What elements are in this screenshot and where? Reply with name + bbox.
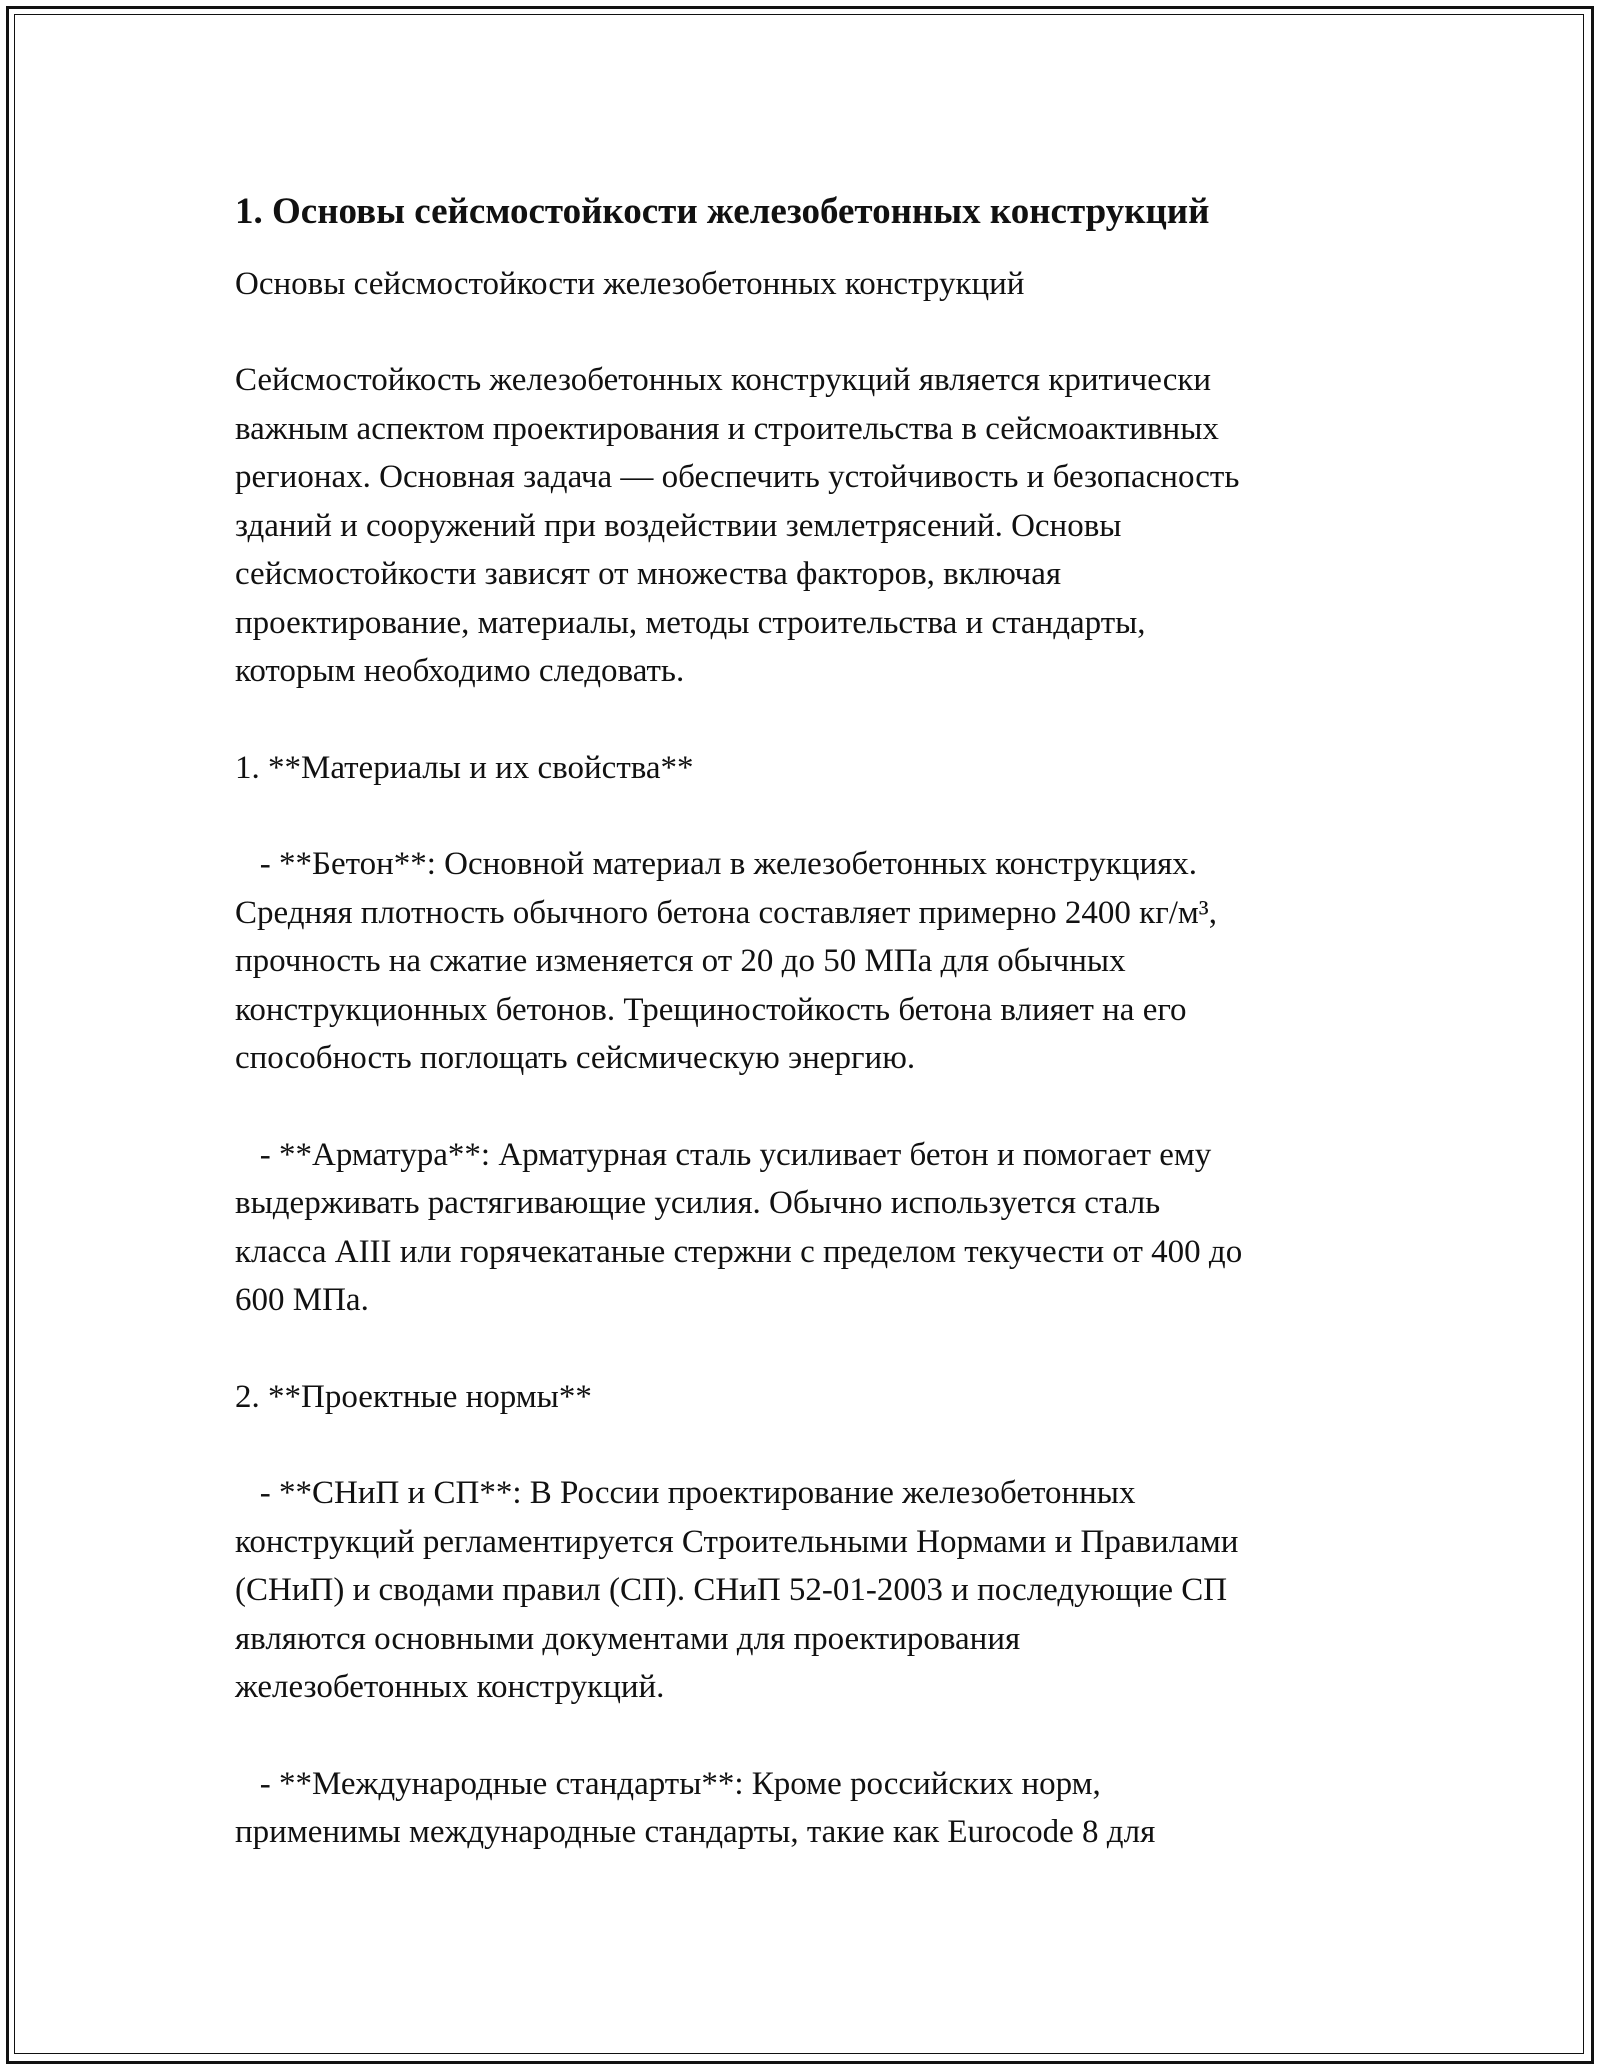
section-heading-design-norms: 2. **Проектные нормы** (235, 1378, 592, 1415)
intro-paragraph: Сейсмостойкость железобетонных конструкций является критически важным аспектом проектирования и строительства в сейсмоактивных регионах. Основная задача — обеспечить устойчивость и безопасность зданий и сооружений при воздействии землетрясений. Основы сейсмостойкости зависят от множества факторов, включая проектирование, материалы, методы строительства и стандарты, которым необходимо следовать. (235, 362, 1240, 689)
section-heading-materials: 1. **Материалы и их свойства** (235, 749, 694, 786)
document-subtitle: Основы сейсмостойкости железобетонных конструкций (235, 266, 1025, 302)
document-body (235, 188, 1365, 1857)
list-item-concrete: - **Бетон**: Основной материал в железобетонных конструкциях. Средняя плотность обычного бетона составляет примерно 2400 кг/м³, прочность на сжатие изменяется от 20 до 50 МПа для обычных конструкционных бетонов. Трещиностойкость бетона влияет на его способность поглощать сейсмическую энергию. (235, 846, 1217, 1076)
list-item-snip-sp: - **СНиП и СП**: В России проектирование железобетонных конструкций регламентируется Строительными Нормами и Правилами (СНиП) и сводами правил (СП). СНиП 52-01-2003 и последующие СП являются основными документами для проектирования железобетонных конструкций. (235, 1475, 1239, 1705)
list-item-reinforcement: - **Арматура**: Арматурная сталь усиливает бетон и помогает ему выдерживать растягивающие усилия. Обычно используется сталь класса AIII или горячекатаные стержни с пределом текучести от 400 до 600 МПа. (235, 1136, 1243, 1318)
list-item-international-standards: - **Международные стандарты**: Кроме российских норм, применимы международные стандарты, такие как Eurocode 8 для (235, 1765, 1156, 1850)
document-heading: 1. Основы сейсмостойкости железобетонных конструкций (235, 191, 1210, 232)
